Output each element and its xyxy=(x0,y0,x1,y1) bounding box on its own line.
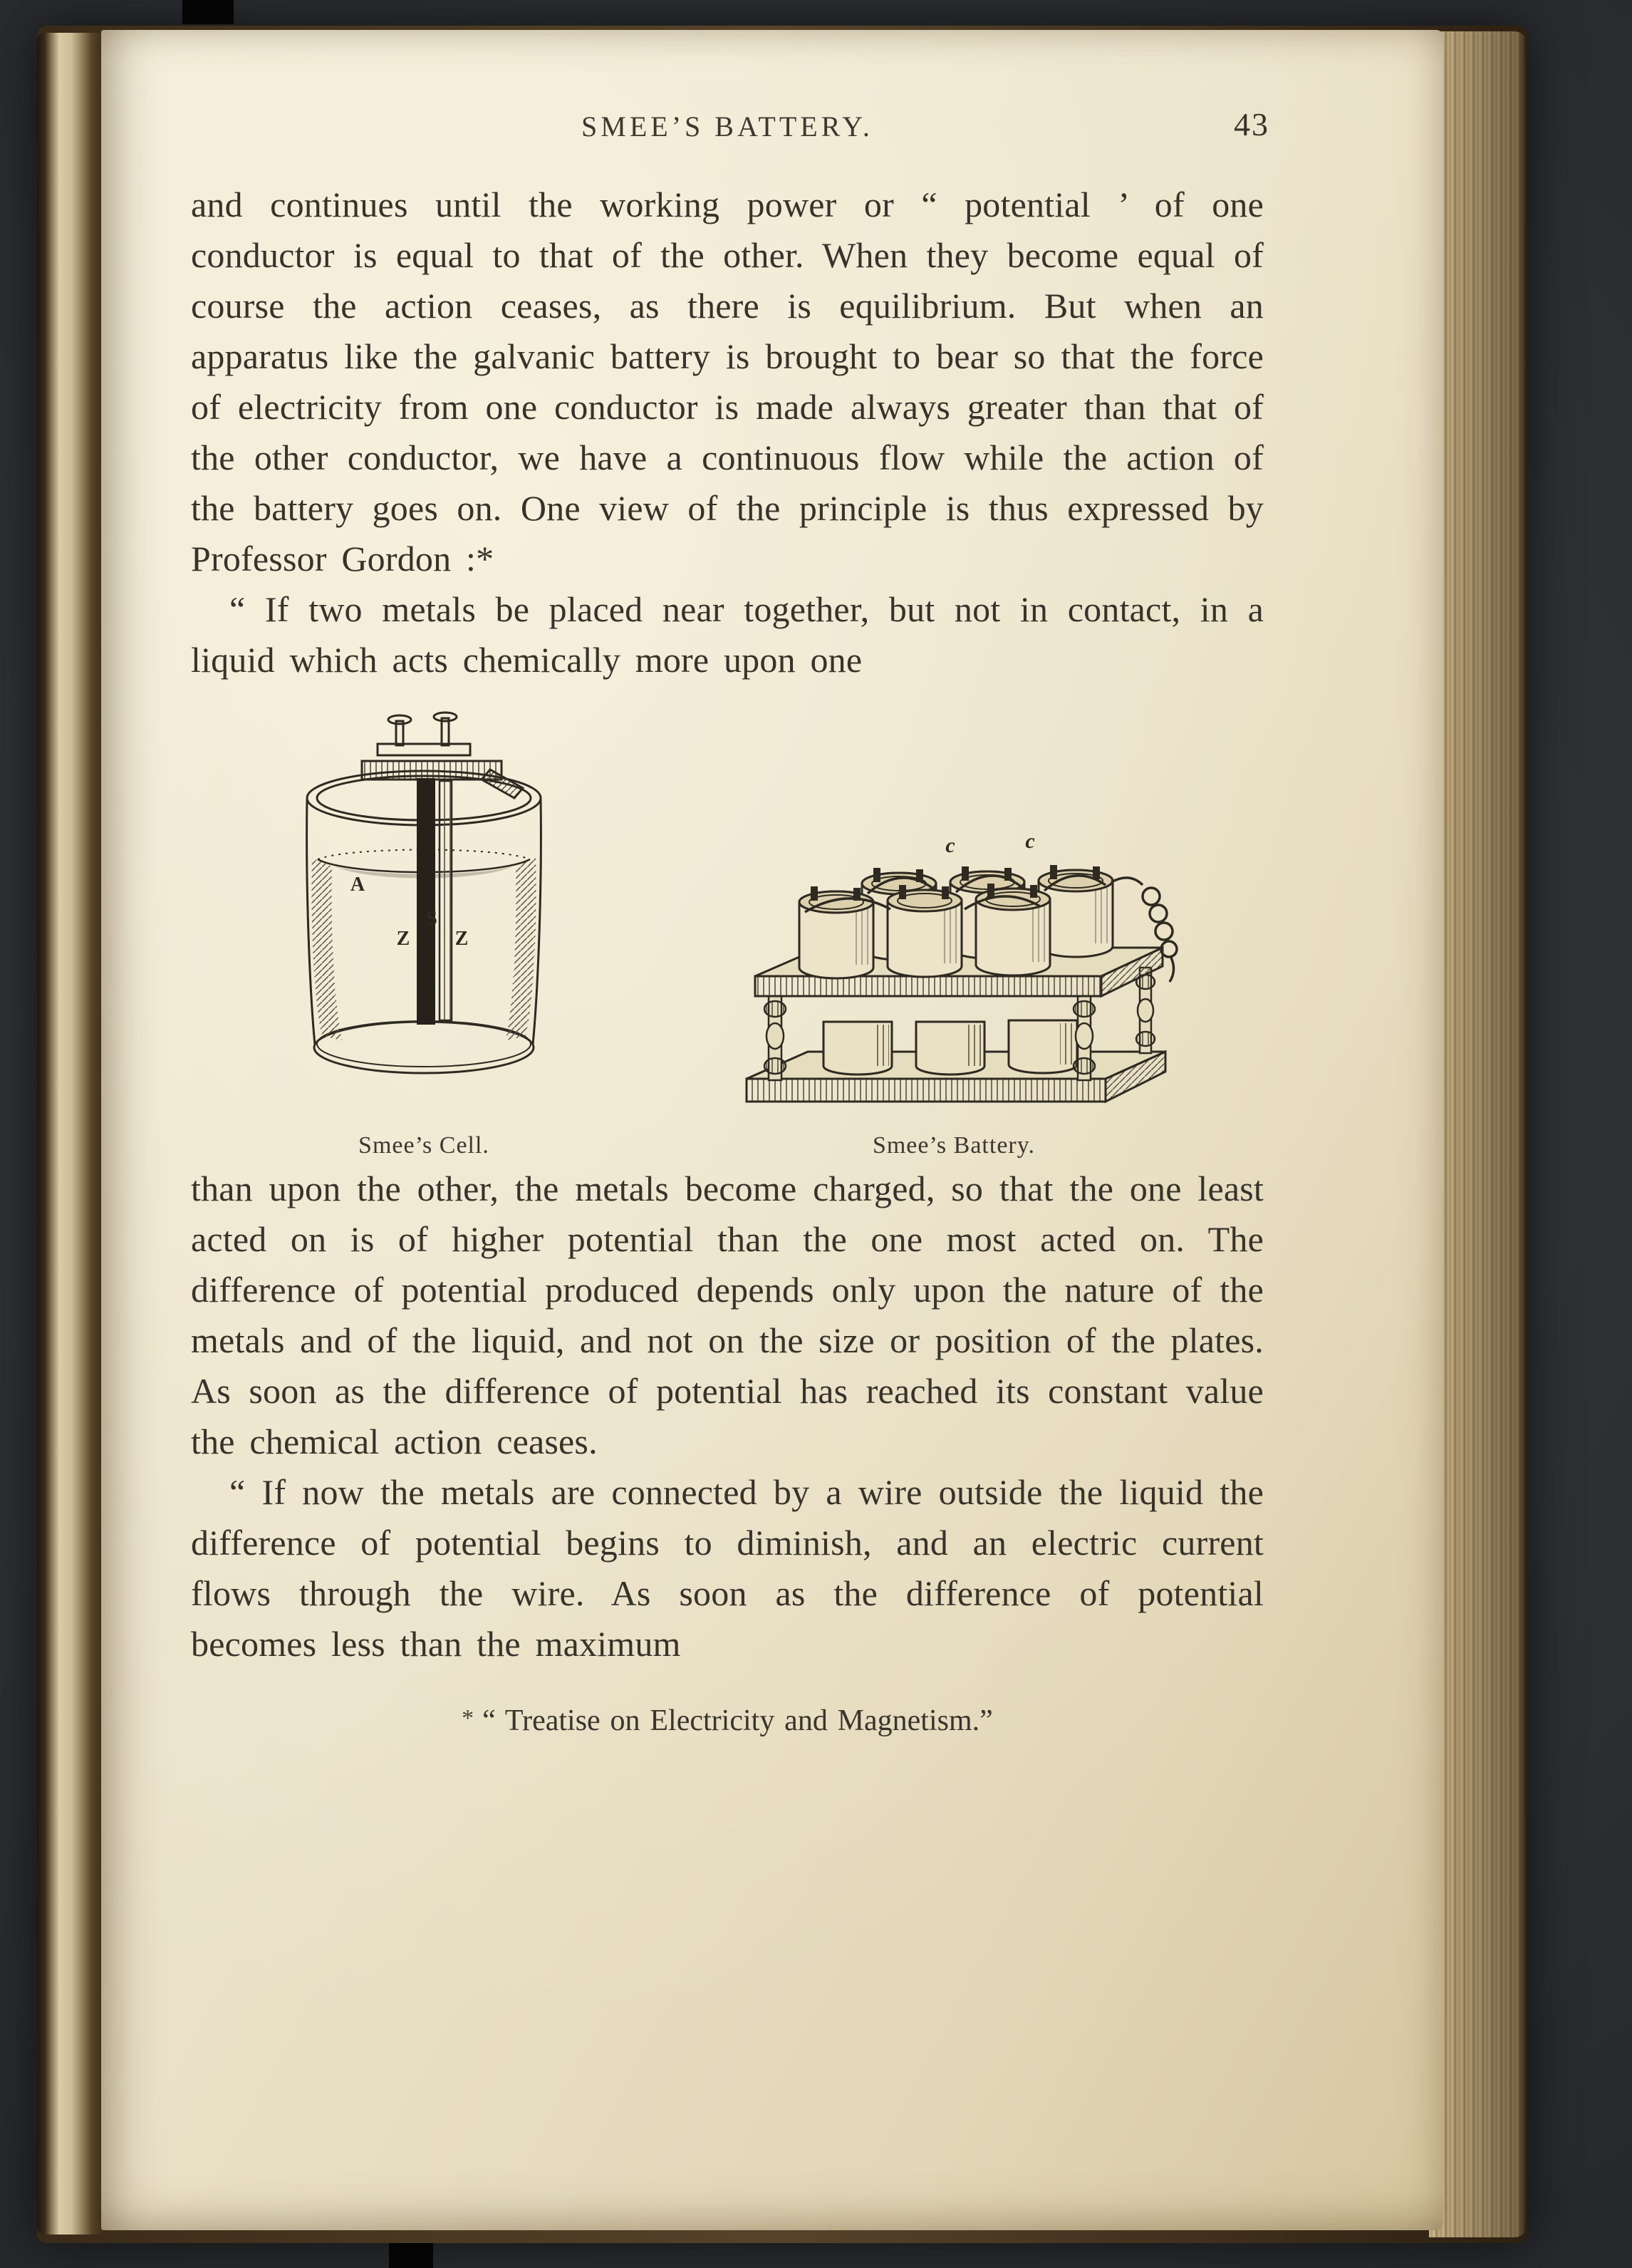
smees-cell-illustration xyxy=(271,707,577,1120)
book-page xyxy=(101,30,1443,2230)
cell-label-z-right: Z xyxy=(454,928,469,950)
cell-label-a: A xyxy=(350,874,365,896)
battery-lower-jars xyxy=(823,1020,1077,1075)
footnote-marker: * xyxy=(462,1705,474,1731)
paragraph-1: and continues until the working power or “ potential ’ of one conductor is equal to that of the other. When they become equal of course the action ceases, as there is equilibrium. But when an apparatus like the galvanic battery is brought to bear so that the force of electricity from one conductor is made always greater than that of the other conductor, we have a continuous flow while the action of the battery goes on. One view of the principle is thus expressed by Professor Gordon :* xyxy=(191,185,1264,579)
stacked-page-edges xyxy=(1429,31,1527,2237)
battery-base xyxy=(747,1020,1165,1102)
page-number: 43 xyxy=(1234,106,1269,143)
cell-label-z-left: Z xyxy=(396,928,410,950)
scanner-clip-top xyxy=(182,0,234,24)
figures-row xyxy=(191,685,1264,1164)
paragraph-4: “ If now the metals are connected by a wire outside the liquid the difference of potential begins to diminish, and an electric current flows through the wire. As soon as the difference of potential becomes less than the maximum xyxy=(191,1472,1264,1664)
figure-smees-cell xyxy=(271,707,577,1159)
figure-smees-battery xyxy=(715,814,1192,1159)
cell-plates xyxy=(417,778,452,1025)
smees-battery-illustration xyxy=(715,814,1192,1120)
book-spine-edge xyxy=(37,33,103,2235)
footnote xyxy=(191,1704,1264,1738)
cell-caption: Smee’s Cell. xyxy=(358,1132,489,1159)
paragraph-2: “ If two metals be placed near together, but not in contact, in a liquid which acts chemically more upon one xyxy=(191,589,1264,680)
running-title: SMEE’S BATTERY. xyxy=(581,110,873,143)
book xyxy=(37,26,1527,2243)
page-header xyxy=(191,106,1269,151)
battery-label-c2: c xyxy=(1025,829,1035,853)
battery-caption: Smee’s Battery. xyxy=(872,1132,1036,1159)
battery-label-c1: c xyxy=(945,834,955,857)
paragraph-3: than upon the other, the metals become charged, so that the one least acted on is of higher potential than the one most acted on. The difference of potential produced depends only upon the nature of the metals and of the liquid, and not on the size or position of the plates. As soon as the difference of potential has reached its constant value the chemical action ceases. xyxy=(191,1169,1264,1461)
cell-label-s: S xyxy=(426,908,437,930)
footnote-text: “ Treatise on Electricity and Magnetism.” xyxy=(482,1704,993,1737)
